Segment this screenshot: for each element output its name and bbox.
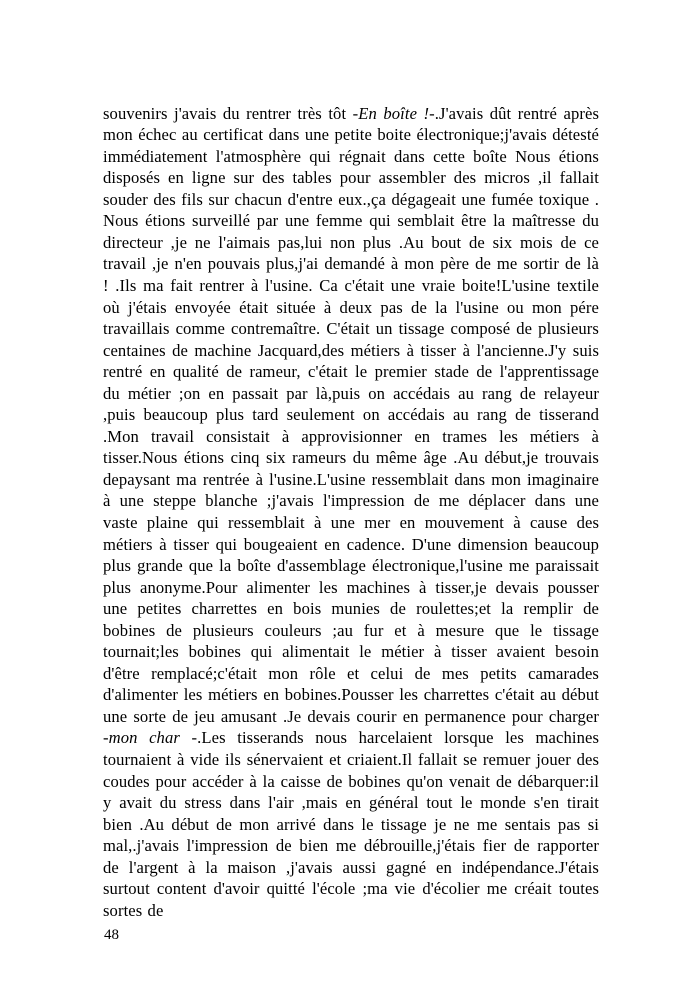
text-segment: souvenirs j'avais du rentrer très tôt — [103, 103, 353, 123]
text-segment: .Les tisserands nous harcelaient lorsque les machines tournaient à vide ils sénervaient et criaient.Il fallait se remuer jouer des coudes pour accéder à la caisse de bobines qu'on venait de débarquer:il y avait du stress dans l'air ,mais en général tout le monde s'en tirait bien .Au début de mon arrivé dans le tissage je ne me sentais pas si mal,.j'avais l'impression de bien me débrouille,j'étais fier de rapporter de l'argent à la maison ,j'avais aussi gagné en indépendance.J'étais surtout content d'avoir quitté l'école ;ma vie d'écolier me créait toutes sortes de — [103, 728, 600, 920]
body-text — [103, 103, 599, 922]
italic-phrase: -mon char - — [103, 728, 198, 748]
italic-phrase: -En boîte !- — [352, 103, 435, 123]
text-segment: .J'avais dût rentré après mon échec au certificat dans une petite boite électronique;j'avais détesté immédiatement l'atmosphère qui régnait dans cette boîte Nous étions disposés en ligne sur des tables pour assembler des micros ,il fallait souder des fils sur chacun d'entre eux.,ça dégageait une fumée toxique . Nous étions surveillé par une femme qui semblait être la maîtresse du directeur ,je ne l'aimais pas,lui non plus .Au bout de six mois de ce travail ,je n'en pouvais plus,j'ai demandé à mon père de me sortir de là ! .Ils ma fait rentrer à l'usine. Ca c'était une vraie boite!L'usine textile où j'étais envoyée était située à deux pas de la l'usine ou mon pére travaillais comme contremaître. C'était un tissage composé de plusieurs centaines de machine Jacquard,des métiers à tisser à l'ancienne.J'y suis rentré en qualité de rameur, c'était le premier stade de l'apprentissage du métier ;on en passait par là,puis on accédais au rang de relayeur ,puis beaucoup plus tard seulement on accédais au rang de tisserand .Mon travail consistait à approvisionner en trames les métiers à tisser.Nous étions cinq six rameurs du même âge .Au début,je trouvais depaysant ma rentrée à l'usine.L'usine ressemblait dans mon imaginaire à une steppe blanche ;j'avais l'impression de me déplacer dans une vaste plaine qui ressemblait à une mer en mouvement à cause des métiers à tisser qui bougeaient en cadence. D'une dimension beaucoup plus grande que la boîte d'assemblage électronique,l'usine me paraissait plus anonyme.Pour alimenter les machines à tisser,je devais pousser une petites charrettes en bois munies de roulettes;et la remplir de bobines de plusieurs couleurs ;au fur et à mesure que le tissage tournait;les bobines qui alimentait le métier à tisser avaient besoin d'être remplacé;c'était mon rôle et celui de mes petits camarades d'alimenter les métiers en bobines.Pousser les charrettes c'était au début une sorte de jeu amusant .Je devais courir en permanence pour charger — [103, 103, 599, 726]
page-number: 48 — [104, 927, 119, 943]
